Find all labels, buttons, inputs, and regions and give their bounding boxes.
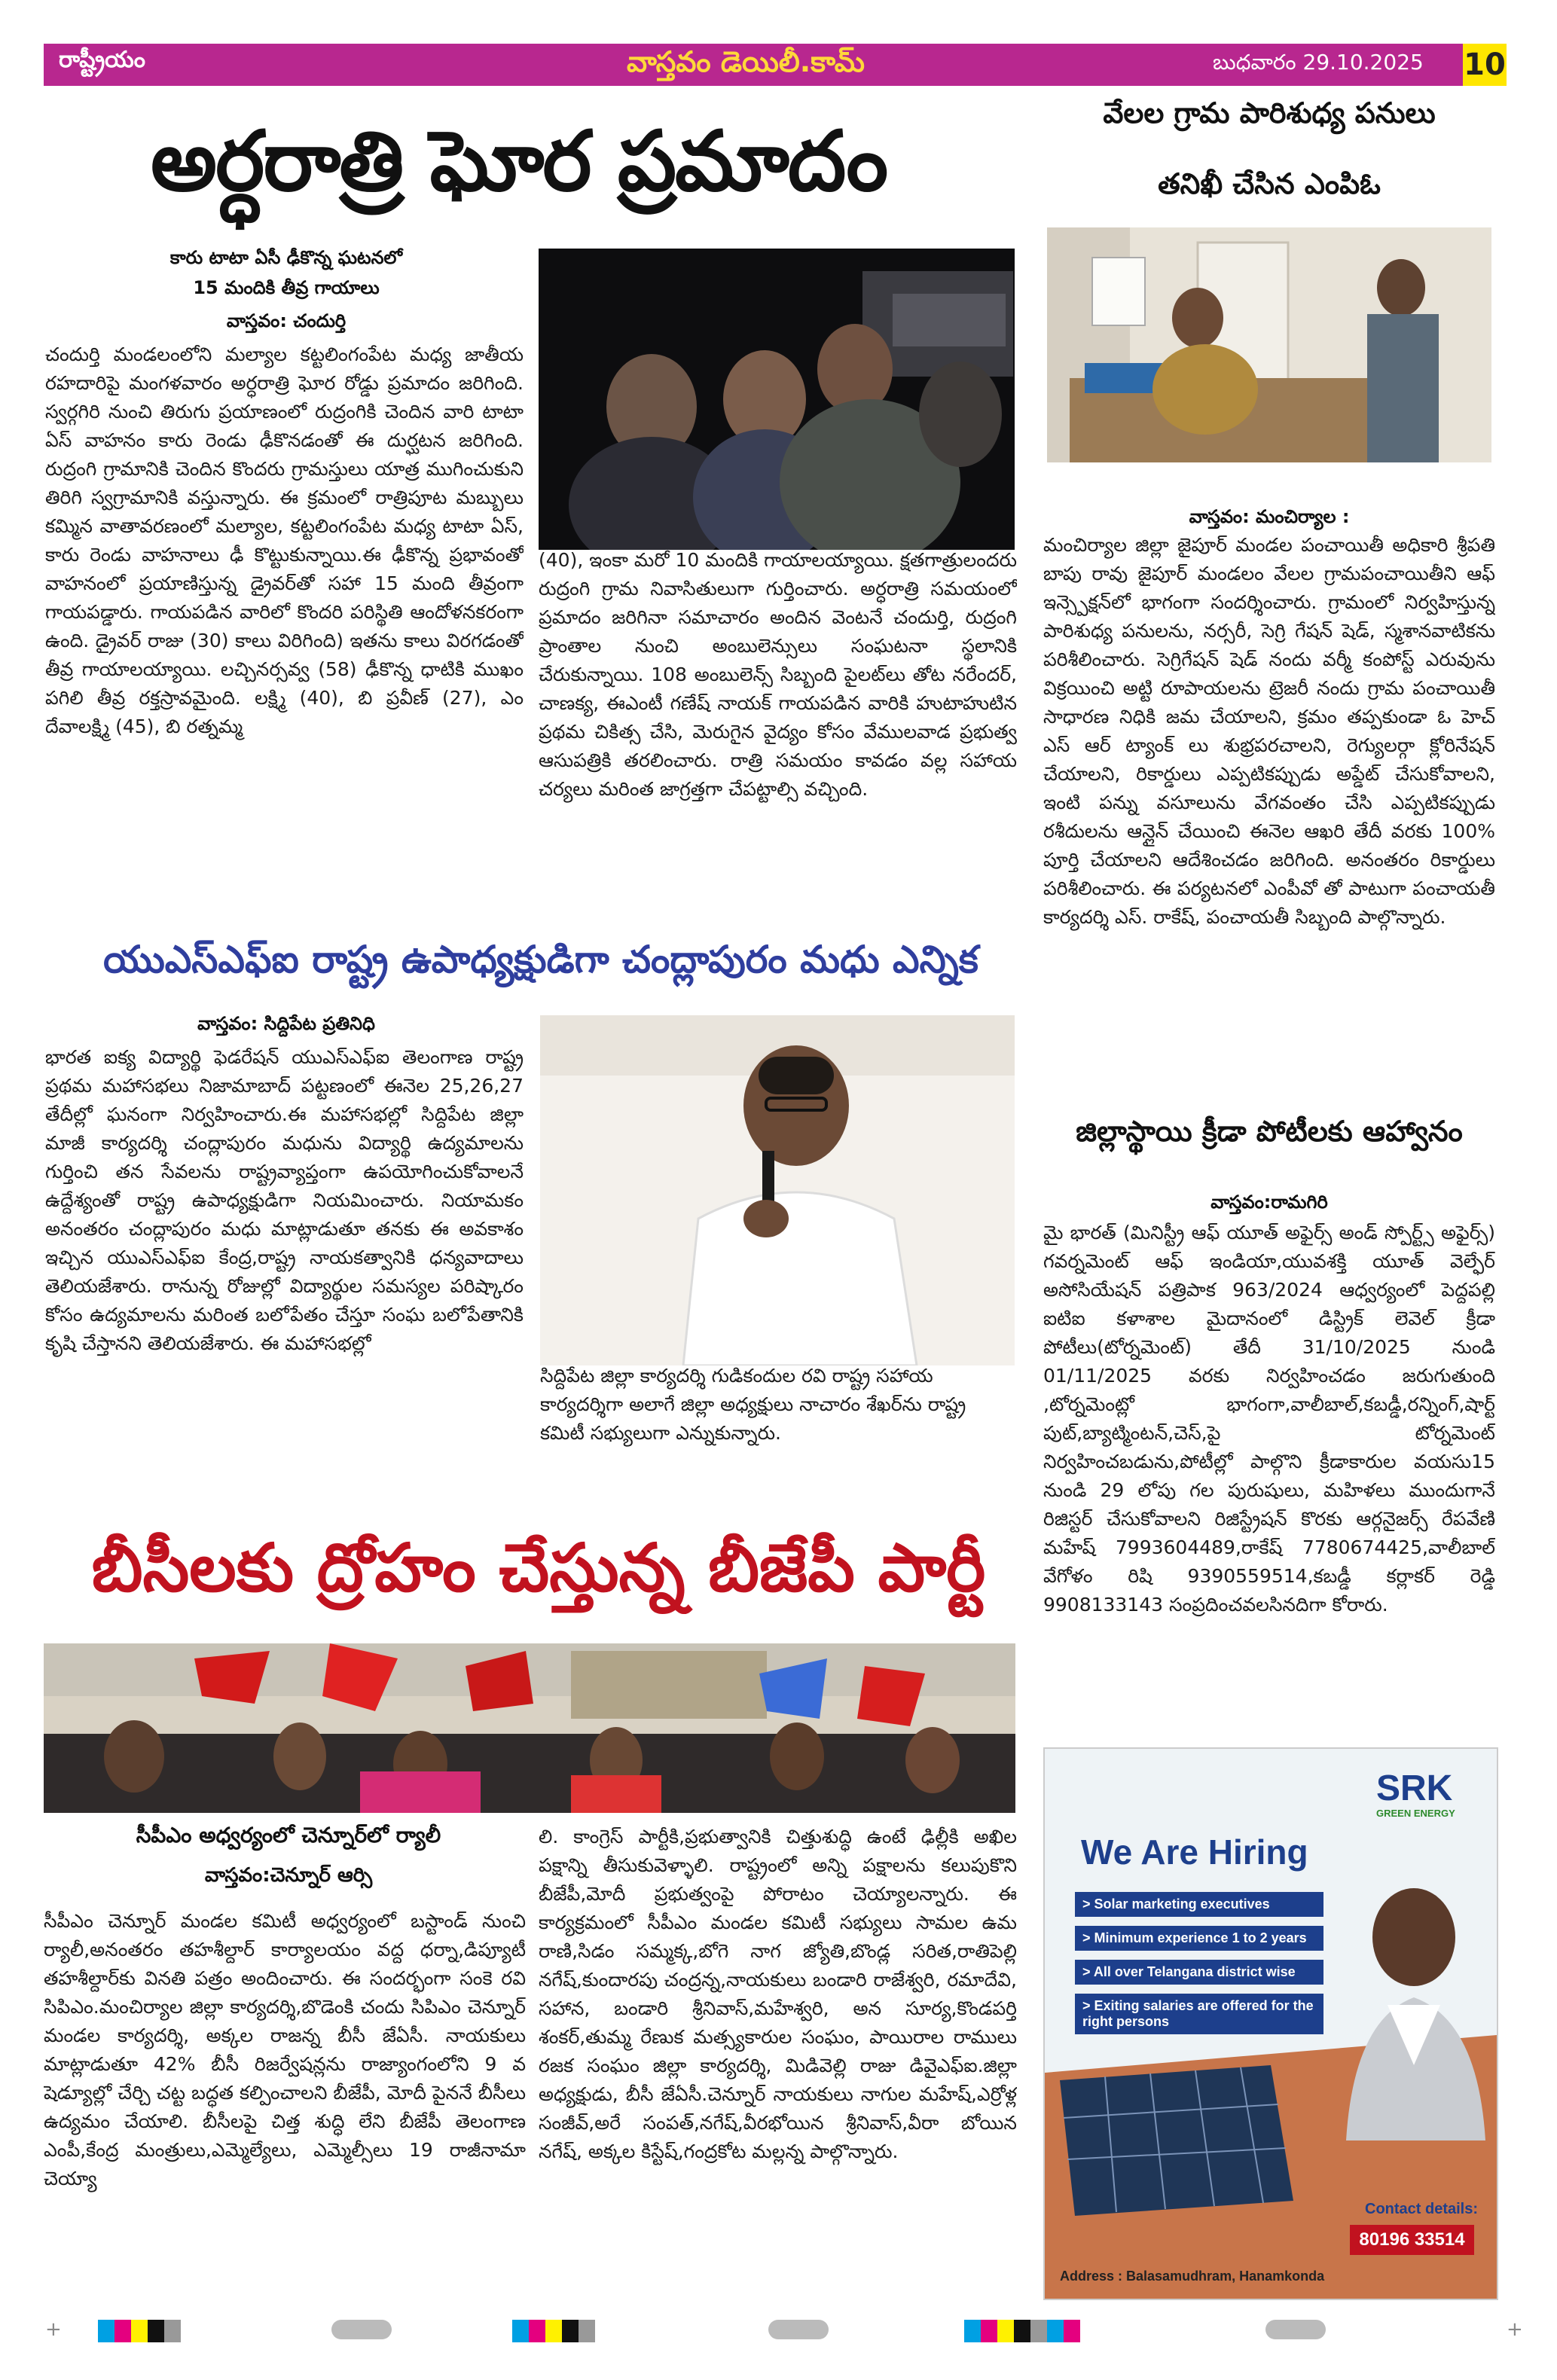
ad-bullet: > Solar marketing executives [1075, 1892, 1323, 1917]
article1-dateline: వాస్తవం: చందుర్తి [226, 310, 347, 331]
ad-bullet-list [1075, 1892, 1323, 2043]
logo-subtext: GREEN ENERGY [1376, 1808, 1455, 1819]
registration-mark-icon [768, 2320, 829, 2339]
article3-headline: యుఎస్ఎఫ్ఐ రాష్ట్ర ఉపాధ్యక్షుడిగా చంద్లాపురం మధు ఎన్నిక [103, 938, 978, 981]
color-bar [964, 2320, 1080, 2342]
ad-bullet: > Exiting salaries are offered for the right persons [1075, 1994, 1323, 2034]
article4-body: మై భారత్ (మినిస్ట్రీ ఆఫ్ యూత్ అఫైర్స్ అండ్ స్పోర్ట్స్ అఫైర్స్) గవర్నమెంట్ ఆఫ్ ఇండియా,యువశక్తి యూత్ వెల్ఫేర్ అసోసియేషన్ పత్రిపాక 963/2024 ఆధ్వర్యంలో పెద్దపల్లి ఐటిఐ కళాశాల మైదానంలో డిస్ట్రిక్ లెవెల్ క్రీడా పోటీలు(టోర్నమెంట్) తేదీ 31/10/2025 నుండి 01/11/2025 వరకు నిర్వహించడం జరుగుతుంది ,టోర్నమెంట్లో భాగంగా,వాలీబాల్,కబడ్డీ,రన్నింగ్,షార్ట్ పుట్,బ్యాట్మింటన్,చెస్,పై టోర్నమెంట్ నిర్వహించబడును,పోటీల్లో పాల్గొని క్రీడాకారుల వయసు15 నుండి 29 లోపు గల పురుషులు, మహిళలు ముందుగానే రిజిస్టర్ చేసుకోవాలని రిజిస్ట్రేషన్ కొరకు ఆర్గనైజర్స్ రేపవేణి మహేష్ 7993604489,రాకేష్ 7780674425,వాలీబాల్ వేగోళం రిషి 9390559514,కబడ్డీ కర్లాకర్ రెడ్డి 9908133143 సంప్రదించవలసినదిగా కోరారు. [1043, 1222, 1495, 1616]
hiring-advertisement[interactable] [1043, 1747, 1498, 2300]
ad-address: Address : Balasamudhram, Hanamkonda [1060, 2269, 1325, 2284]
article5-headline: బీసీలకు ద్రోహం చేస్తున్న బీజేపీ పార్టీ [91, 1529, 986, 1606]
article2-headline: వేలల గ్రామ పారిశుధ్య పనులు [1103, 96, 1436, 130]
article1-column1: చందుర్తి మండలంలోని మల్యాల కట్టలింగంపేట మధ్య జాతీయ రహదారిపై మంగళవారం అర్ధరాత్రి ఘోర రోడ్డు ప్రమాదం జరిగింది. స్వర్గగిరి నుంచి తిరుగు ప్రయాణంలో రుద్రంగికి చెందిన వారి టాటా ఏస్ వాహనం కారు రెండు ఢీకొనడంతో ఈ దుర్ఘటన జరిగింది. రుద్రంగి గ్రామానికి చెందిన కొందరు గ్రామస్తులు యాత్ర ముగించుకుని తిరిగి స్వగ్రామానికి వస్తున్నారు. ఈ క్రమంలో రాత్రిపూట మబ్బులు కమ్మిన వాతావరణంలో మల్యాల, కట్టలింగంపేట మధ్య టాటా ఏస్, కారు రెండు వాహనాలు ఢీ కొట్టుకున్నాయి.ఈ ఢీకొన్న ప్రభావంతో వాహనంలో ప్రయాణిస్తున్న డ్రైవర్‌తో సహా 15 మంది తీవ్రంగా గాయపడ్డారు. గాయపడిన వారిలో కొందరి పరిస్థితి ఆందోళనకరంగా ఉంది. డ్రైవర్ రాజు (30) కాలు విరిగింది) ఇతను కాలు విరగడంతో తీవ్ర గాయాలయ్యాయి. లచ్చినర్సవ్వ (58) ఢీకొన్న ధాటికి ముఖం పగిలి తీవ్ర రక్తస్రావమైంది. లక్ష్మి (40), బి ప్రవీణ్ (27), ఎం దేవాలక్ష్మి (45), బి రత్నమ్మ [45, 343, 524, 737]
article1-subhead1: కారు టాటా ఏసీ ఢీకొన్న ఘటనలో [169, 247, 403, 268]
article4-dateline: వాస్తవం:రామగిరి [1210, 1192, 1328, 1213]
color-bar [512, 2320, 595, 2342]
crop-mark-icon: + [45, 2318, 62, 2341]
article4-headline: జిల్లాస్థాయి క్రీడా పోటీలకు ఆహ్వానం [1076, 1115, 1463, 1148]
article3-caption: సిద్దిపేట జిల్లా కార్యదర్శి గుడికందుల రవి రాష్ట్ర సహాయ కార్యదర్శిగా అలాగే జిల్లా అధ్యక్షులు నాచారం శేఖర్‌ను రాష్ట్ర కమిటీ సభ్యులుగా ఎన్నుకున్నారు. [540, 1365, 966, 1444]
ad-bullet: > Minimum experience 1 to 2 years [1075, 1926, 1323, 1951]
color-bar [98, 2320, 181, 2342]
issue-date: బుధవారం 29.10.2025 [1213, 50, 1424, 75]
article1-headline: అర్ధరాత్రి ఘోర ప్రమాదం [151, 113, 887, 209]
section-label: రాష్ట్రీయం [59, 47, 145, 73]
srk-logo [1376, 1770, 1482, 1823]
page-number: 10 [1463, 44, 1507, 86]
article2-body: మంచిర్యాల జిల్లా జైపూర్ మండల పంచాయితీ అధికారి శ్రీపతి బాపు రావు జైపూర్ మండలం వేలల గ్రామపంచాయితీని ఆఫ్ ఇన్స్పెక్షన్‌లో భాగంగా సందర్శించారు. గ్రామంలో నిర్వహిస్తున్న పారిశుధ్య పనులను, నర్సరీ, సెగ్రి గేషన్ షెడ్, స్మశానవాటికను పరిశీలించారు. సెగ్రిగేషన్ షెడ్ నందు వర్మీ కంపోస్ట్ ఎరువును విక్రయించి అట్టి రూపాయలను ట్రెజరీ నందు గ్రామ పంచాయితీ సాధారణ నిధికి జమ చేయాలని, క్రమం తప్పకుండా ఓ హెచ్ ఎస్ ఆర్ ట్యాంక్ లు శుభ్రపరచాలని, రెగ్యులర్గా క్లోరినేషన్ చేయాలని, రికార్డులు ఎప్పటికప్పుడు అప్డేట్ చేసుకోవాలని, ఇంటి పన్ను వసూలును వేగవంతం చేసి ఎప్పటికప్పుడు రశీదులను ఆన్లైన్ చేయించి ఈనెల ఆఖరి తేదీ వరకు 100% పూర్తి చేయాలని ఆదేశించడం జరిగింది. అనంతరం రికార్డులు పరిశీలించారు. ఈ పర్యటనలో ఎంపీవో తో పాటుగా పంచాయతీ కార్యదర్శి ఎస్. రాకేష్, పంచాయతీ సిబ్బంది పాల్గొన్నారు. [1043, 534, 1495, 928]
article2-headline2: తనిఖీ చేసిన ఎంపిఓ [1158, 167, 1381, 200]
article5-column2: లి. కాంగ్రెస్ పార్టీకి,ప్రభుత్వానికి చిత్తుశుద్ధి ఉంటే ఢిల్లీకి అఖిల పక్షాన్ని తీసుకువెళ్ళాలి. రాష్ట్రంలో అన్ని పక్షాలను కలుపుకొని బీజేపీ,మోదీ ప్రభుత్వంపై పోరాటం చెయ్యాలన్నారు. ఈ కార్యక్రమంలో సీపీఎం మండల కమిటీ సభ్యులు సామల ఉమ రాణి,సిడం సమ్మక్క,బోగె నాగ జ్యోతి,బొండ్ల సరిత,రాతిపెల్లి నగేష్,కుందారపు చంద్రన్న,నాయకులు బండారి రాజేశ్వరి, రమాదేవి, సహాన, బండారి శ్రీనివాస్,మహేశ్వరి, అన సూర్య,కొండపర్తి శంకర్,తుమ్మ రేణుక మత్స్యకారుల సంఘం, పాయిరాల రాములు రజక సంఘం జిల్లా కార్యదర్శి, మిడివెల్లి రాజు డివైఎఫ్ఐ.జిల్లా అధ్యక్షుడు, బీసీ జేఏసీ.చెన్నూర్ నాయకులు నాగుల మహేష్,ఎర్రోళ్ల సంజీవ్,అరే సంపత్,నగేష్,వీరభోయిన శ్రీనివాస్,వీరా బోయిన నగేష్, అక్కల కిస్టేష్,గంద్రకోట మల్లన్న పాల్గొన్నారు. [539, 1826, 1017, 2162]
inspection-office-photo [1047, 227, 1491, 462]
article3-body: భారత ఐక్య విద్యార్థి ఫెడరేషన్ యుఎస్ఎఫ్ఐ తెలంగాణ రాష్ట్ర ప్రథమ మహాసభలు నిజామాబాద్ పట్టణంలో ఈనెల 25,26,27 తేదీల్లో ఘనంగా నిర్వహించారు.ఈ మహాసభల్లో సిద్దిపేట జిల్లా మాజీ కార్యదర్శి చంద్లాపురం మధును విద్యార్థి ఉద్యమాలను గుర్తించి తన సేవలను రాష్ట్రవ్యాప్తంగా ఉపయోగించుకోవాలనే ఉద్దేశ్యంతో రాష్ట్ర ఉపాధ్యక్షుడిగా నియమించారు. నియామకం అనంతరం చంద్లాపురం మధు మాట్లాడుతూ తనకు ఈ అవకాశం ఇచ్చిన యుఎస్ఎఫ్ఐ కేంద్ర,రాష్ట్ర నాయకత్వానికి ధన్యవాదాలు తెలియజేశారు. రానున్న రోజుల్లో విద్యార్థుల సమస్యల పరిష్కారం కోసం ఉద్యమాలను మరింత బలోపేతం చేస్తూ సంఘ బలోపేతానికి కృషి చేస్తానని తెలియజేశారు. ఈ మహాసభల్లో [45, 1046, 524, 1354]
article1-subhead2: 15 మందికి తీవ్ర గాయాలు [193, 277, 380, 298]
ad-bullet: > All over Telangana district wise [1075, 1960, 1323, 1985]
article5-dateline: వాస్తవం:చెన్నూర్ ఆర్సి [204, 1864, 373, 1887]
ad-contact-label: Contact details: [1365, 2201, 1479, 2217]
ad-title: We Are Hiring [1081, 1832, 1308, 1872]
cpm-rally-photo [44, 1643, 1015, 1813]
registration-mark-icon [331, 2320, 392, 2339]
article2-dateline: వాస్తవం: మంచిర్యాల : [1189, 506, 1350, 527]
article3-dateline: వాస్తవం: సిద్దిపేట ప్రతినిధి [197, 1013, 375, 1034]
logo-text: SRK [1376, 1768, 1453, 1808]
article1-column2: (40), ఇంకా మరో 10 మందికి గాయాలయ్యాయి. క్షతగాత్రులందరు రుద్రంగి గ్రామ నివాసితులుగా గుర్తించారు. అర్ధరాత్రి సమయంలో ప్రమాదం జరిగినా సమాచారం అందిన వెంటనే చందుర్తి, రుద్రంగి ప్రాంతాల నుంచి అంబులెన్సులు సంఘటనా స్థలానికి చేరుకున్నాయి. 108 అంబులెన్స్ సిబ్బంది పైలట్‌లు తోట నరేందర్, చాణక్య, ఈఎంటీ గణేష్ నాయక్ గాయపడిన వారికి హుటాహుటిన ప్రథమ చికిత్స చేసి, మెరుగైన వైద్యం కోసం వేములవాడ ప్రభుత్వ ఆసుపత్రికి తరలించారు. రాత్రి సమయం కావడం వల్ల సహాయ చర్యలు మరింత జాగ్రత్తగా చేపట్టాల్సి వచ్చింది. [539, 549, 1017, 800]
ad-phone-number[interactable]: 80196 33514 [1350, 2225, 1474, 2255]
masthead: వాస్తవం డెయిలీ.కామ్ [627, 45, 865, 78]
crop-mark-icon: + [1507, 2318, 1523, 2341]
madhu-speaking-photo [540, 1015, 1015, 1365]
article5-column1: సీపీఎం చెన్నూర్ మండల కమిటీ అధ్వర్యంలో బస్టాండ్ నుంచి ర్యాలీ,అనంతరం తహశీల్దార్ కార్యాలయం వద్ద ధర్నా,డిప్యూటీ తహశీల్దార్‌కు వినతి పత్రం అందించారు. ఈ సందర్భంగా సంకె రవి సిపిఎం.మంచిర్యాల జిల్లా కార్యదర్శి,బొడెంకి చందు సిపిఎం చెన్నూర్ మండల కార్యదర్శి, అక్కల రాజన్న బీసీ జేఏసీ. నాయకులు మాట్లాడుతూ 42% బీసీ రిజర్వేషన్లను రాజ్యాంగంలోని 9 వ షెడ్యూల్లో చేర్చి చట్ట బద్ధత కల్పించాలని బీజేపీ, మోదీ పైననే బీసీలు ఉద్యమం చేయాలి. బీసీలపై చిత్త శుద్ధి లేని బీజేపీ తెలంగాణ ఎంపీ,కేంద్ర మంత్రులు,ఎమ్మెల్యేలు, ఎమ్మెల్సీలు 19 రాజీనామా చెయ్యా [44, 1910, 526, 2189]
accident-night-photo [539, 249, 1015, 550]
article5-subhead: సీపీఎం అధ్వర్యంలో చెన్నూర్‌లో ర్యాలీ [136, 1823, 441, 1848]
registration-mark-icon [1265, 2320, 1326, 2339]
